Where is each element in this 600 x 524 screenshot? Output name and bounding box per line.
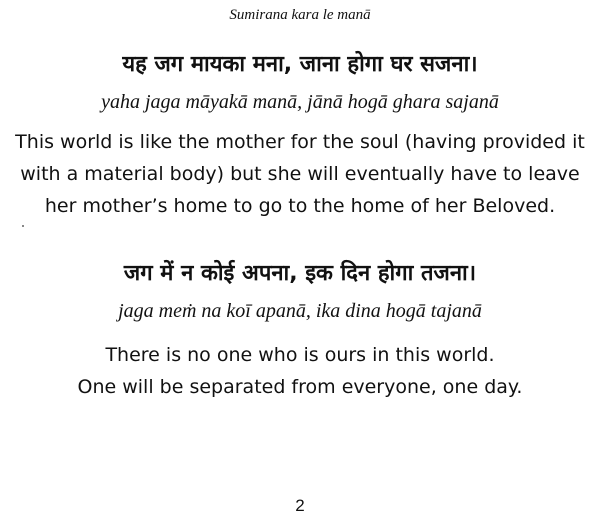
running-header: Sumirana kara le manā bbox=[229, 7, 371, 23]
verse-2-translation bbox=[0, 339, 600, 403]
page-speck bbox=[22, 225, 24, 227]
verse-1-translation bbox=[0, 126, 600, 222]
verse-1-transliteration: yaha jaga māyakā manā, jānā hogā ghara sajanā bbox=[101, 91, 499, 113]
verse-2-transliteration: jaga meṁ na koī apanā, ika dina hogā tajanā bbox=[118, 300, 482, 322]
page-number: 2 bbox=[295, 496, 305, 515]
verse-2-devanagari: जग में न कोई अपना, इक दिन होगा तजना। bbox=[123, 261, 477, 286]
verse-1-translation-line: This world is like the mother for the soul (having provided it bbox=[15, 131, 585, 153]
verse-2-translation-line: One will be separated from everyone, one day. bbox=[77, 376, 523, 398]
verse-1-translation-line: with a material body) but she will eventually have to leave bbox=[20, 163, 580, 185]
verse-1-devanagari: यह जग मायका मना, जाना होगा घर सजना। bbox=[122, 52, 478, 77]
verse-2-translation-line: There is no one who is ours in this world. bbox=[105, 344, 495, 366]
verse-1-translation-line: her mother’s home to go to the home of her Beloved. bbox=[44, 195, 556, 217]
